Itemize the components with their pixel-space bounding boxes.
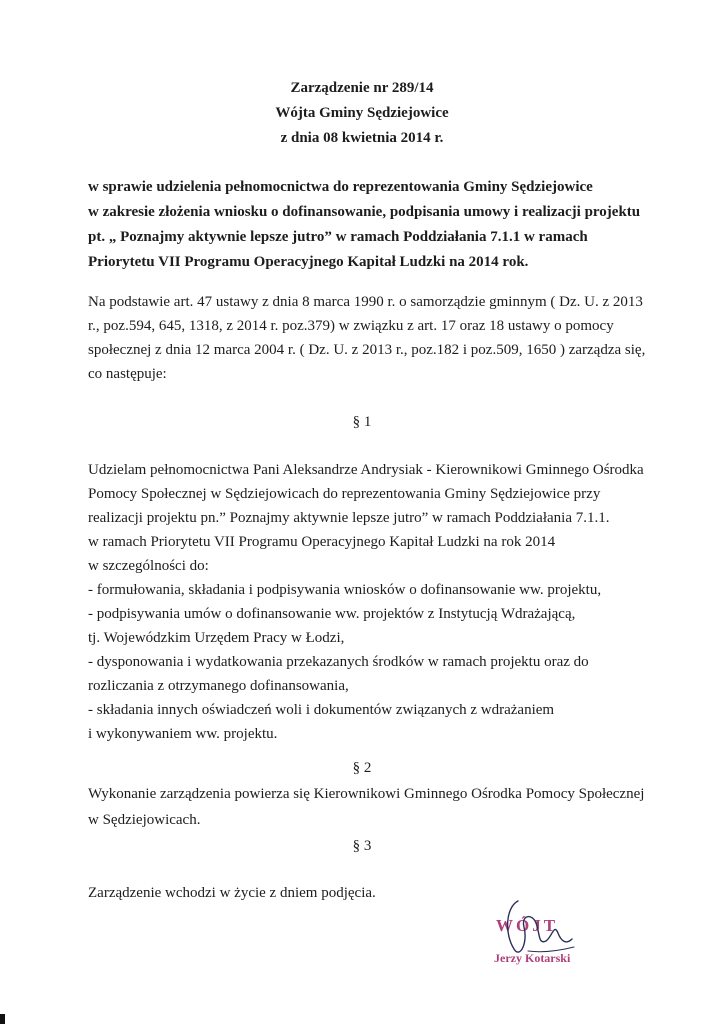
subject-line: w sprawie udzielenia pełnomocnictwa do reprezentowania Gminy Sędziejowice [88,179,593,195]
section-1-line: realizacji projektu pn.” Poznajmy aktywnie lepsze jutro” w ramach Poddziałania 7.1.1. [88,510,610,526]
preamble-line: Na podstawie art. 47 ustawy z dnia 8 marca 1990 r. o samorządzie gminnym ( Dz. U. z 2013 [88,294,643,310]
section-1-heading: § 1 [352,414,372,430]
section-1-list-item: i wykonywaniem ww. projektu. [88,726,278,742]
stamp-name: Jerzy Kotarski [494,951,571,965]
section-3-heading: § 3 [352,838,372,854]
section-1-list-item: - podpisywania umów o dofinansowanie ww. projektów z Instytucją Wdrażającą, [88,606,576,622]
section-2-heading: § 2 [352,760,372,776]
section-2-line: Wykonanie zarządzenia powierza się Kierownikowi Gminnego Ośrodka Pomocy Społecznej [88,786,645,802]
stamp-title: WÓJT [496,916,559,935]
mayor-stamp-signature [488,893,598,973]
section-1-list-item: - formułowania, składania i podpisywania wniosków o dofinansowanie ww. projektu, [88,582,602,598]
section-3-line: Zarządzenie wchodzi w życie z dniem podjęcia. [88,885,376,901]
scan-edge-mark [0,1014,5,1024]
section-1-line: w ramach Priorytetu VII Programu Operacyjnego Kapitał Ludzki na rok 2014 [88,534,556,550]
subject-block [88,175,688,275]
issuer: Wójta Gminy Sędziejowice [275,105,449,121]
section-1-list-item: rozliczania z otrzymanego dofinansowania, [88,678,349,694]
ordinance-number: Zarządzenie nr 289/14 [290,80,434,96]
preamble-line: r., poz.594, 645, 1318, z 2014 r. poz.379) w związku z art. 17 oraz 18 ustawy o pomocy [88,318,614,334]
preamble-line: społecznej z dnia 12 marca 2004 r. ( Dz. U. z 2013 r., poz.182 i poz.509, 1650 ) zarządza się, [88,342,646,358]
subject-line: pt. „ Poznajmy aktywnie lepsze jutro” w ramach Poddziałania 7.1.1 w ramach [88,229,588,245]
subject-line: Priorytetu VII Programu Operacyjnego Kapitał Ludzki na 2014 rok. [88,254,529,270]
section-2-line: w Sędziejowicach. [88,812,201,828]
section-1-list-item: tj. Wojewódzkim Urzędem Pracy w Łodzi, [88,630,345,646]
preamble-line: co następuje: [88,366,167,382]
section-1-line: Udzielam pełnomocnictwa Pani Aleksandrze Andrysiak - Kierownikowi Gminnego Ośrodka [88,462,644,478]
section-1-list-item: - składania innych oświadczeń woli i dokumentów związanych z wdrażaniem [88,702,555,718]
section-1-line: w szczególności do: [88,558,209,574]
subject-line: w zakresie złożenia wniosku o dofinansowanie, podpisania umowy i realizacji projektu [88,204,641,220]
section-1-line: Pomocy Społecznej w Sędziejowicach do reprezentowania Gminy Sędziejowice przy [88,486,601,502]
issue-date: z dnia 08 kwietnia 2014 r. [280,130,444,146]
section-1-list-item: - dysponowania i wydatkowania przekazanych środków w ramach projektu oraz do [88,654,589,670]
